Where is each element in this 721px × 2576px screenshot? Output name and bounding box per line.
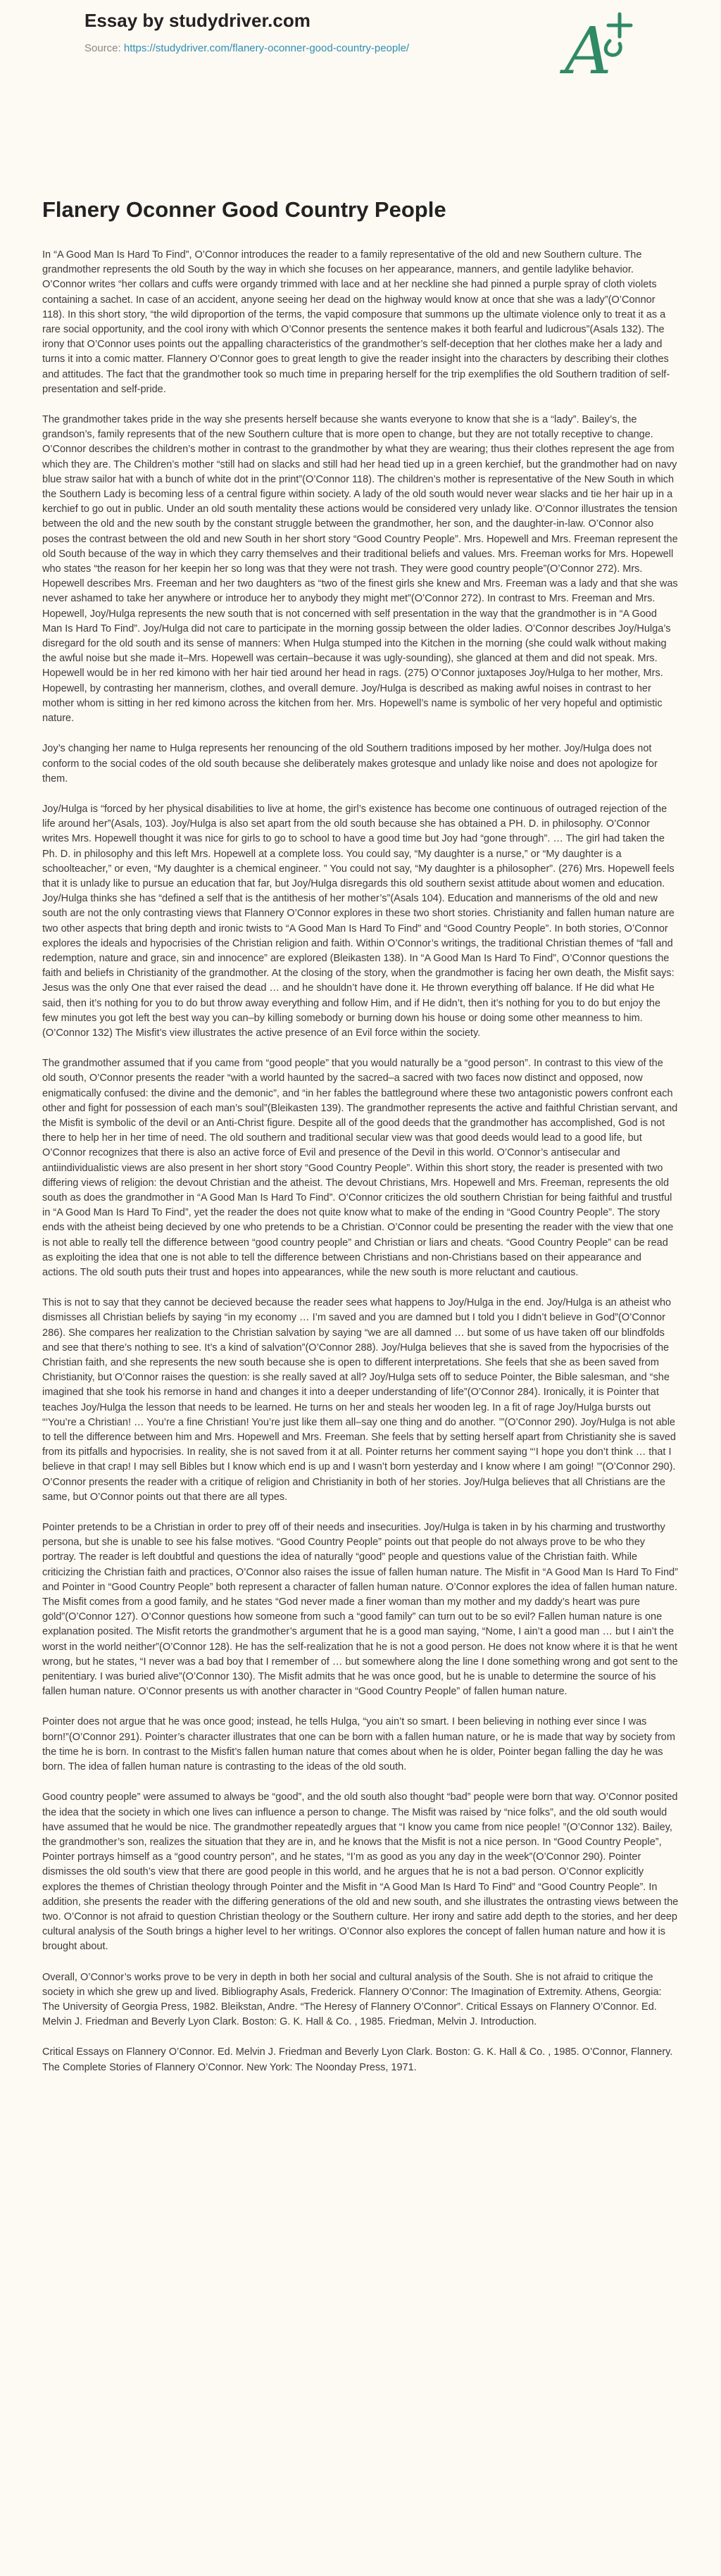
source-label: Source: xyxy=(84,42,121,54)
a-plus-logo-icon xyxy=(555,7,639,92)
paragraph: In “A Good Man Is Hard To Find”, O’Connor introduces the reader to a family representative of the old and new Southern culture. The grandmother represents the old South by the way in which she focuses on her appearance, manners, and gentile ladylike behavior. O’Connor writes “her collars and cuffs were organdy trimmed with lace and at her neckline she had pinned a purple spray of cloth violets containing a sachet. In case of an accident, anyone seeing her dead on the highway would know at once that she was a lady”(O’Connor 118). In this short story, “the wild diproportion of the terms, the vapid composure that summons up the ultimate violence only to treat it as a rare social opportunity, and the cool irony with which O’Connor presents the sentence makes it both fearful and ludicrous”(Asals 132). The irony that O’Connor uses points out the appalling characteristics of the grandmother’s self-deception that her clothes make her a lady and turns it into a comic matter. Flannery O’Connor goes to great length to give the reader insight into the characters by describing their clothes and attitudes. The fact that the grandmother took so much time in preparing herself for the trip exemplifies the old Southern tradition of self-presentation and self-pride. xyxy=(42,249,670,395)
essay-title: Flanery Oconner Good Country People xyxy=(42,197,446,222)
paragraph: The grandmother assumed that if you came from “good people” that you would naturally be a “good person”. In contrast to this view of the old south, O’Connor presents the reader “with a world haunted by the sacred–a sacred with two faces now distinct and opposed, now enigmatically confused: the divine and the demonic”, and “in her fables the battleground where these two antagonistic powers confront each other and fight for possession of each man’s soul”(Bleikasten 139). The grandmother represents the active and faithful Christian servant, and the Misfit is symbolic of the devil or an Anti-Christ figure. Despite all of the good deeds that the grandmother has accomplished, God is not there to help her in her time of need. The old southern and traditional secular view was that good deeds would lead to a good life, but O’Connor recognizes that there is also an active force of Evil and presence of the Devil in this world. O’Connor’s antisecular and antiindividualistic views are also present in her short story “Good Country People”. Within this short story, the reader is presented with two differing views of religion: the devout Christian and the atheist. The devout Christians, Mrs. Hopewell and Mrs. Freeman, represents the old south as does the grandmother in “A Good Man Is Hard To Find”. O’Connor criticizes the old southern Christian for being faithful and trustful in “A Good Man Is Hard To Find”, yet the reader the does not quite know what to make of the ending in “Good Country People”. The story ends with the atheist being decieved by one who pretends to be a Christian. O’Connor could be presenting the reader with the view that one is not able to really tell the difference between “good country people” and Christian or liars and cheats. “Good Country People” can be read as exploiting the idea that one is not able to tell the difference between Christians and non-Christians based on their appearance and actions. The old south puts their trust and hopes into appearances, while the new south is more reluctant and cautious. xyxy=(42,1058,678,1278)
paragraph: This is not to say that they cannot be decieved because the reader sees what happens to Joy/Hulga in the end. Joy/Hulga is an atheist who dismisses all Christian beliefs by saying “in my economy … I’m saved and you are damned but I told you I didn’t believe in God”(O’Connor 286). She compares her realization to the Christian salvation by saying “we are all damned … but some of us have taken off our blindfolds and see that there’s nothing to see. It’s a kind of salvation”(O’Connor 288). Joy/Hulga believes that she is saved from the hypocrisies of the Christian faith, and she represents the new south because she is open to different interpretations. She feels that she as been saved from Christianity, but O’Connor raises the question: is she really saved at all? Joy/Hulga sets off to seduce Pointer, the Bible salesman, and “she imagined that she took his remorse in hand and changes it into a deeper understanding of life”(O’Connor 284). Ironically, it is Pointer that teaches Joy/Hulga the lesson that needs to be learned. He turns on her and steals her wooden leg. In a fit of rage Joy/Hulga bursts out “‘You’re a Christian! … You’re a fine Christian! You’re just like them all–say one thing and do another. ’”(O’Connor 290). Joy/Hulga is not able to tell the difference between him and Mrs. Hopewell and Mrs. Freeman. She feels that by setting herself apart from Christianity she is saved from its pitfalls and hypocrisies. In reality, she is not saved from it at all. Pointer returns her comment saying “‘I hope you don’t think … that I believe in that crap! I may sell Bibles but I know which end is up and I wasn’t born yesterday and I know where I am going! ’”(O’Connor 290). O’Connor presents the reader with a critique of religion and Christianity in both of her stories. Joy/Hulga believes that all Christians are the same, but O’Connor points out that there are all types. xyxy=(42,1297,676,1503)
paragraph: Joy/Hulga is “forced by her physical disabilities to live at home, the girl’s existence has become one continuous of outraged rejection of the life around her”(Asals, 103). Joy/Hulga is also set apart from the old south because she has obtained a PH. D. in philosophy. O’Connor writes Mrs. Hopewell thought it was nice for girls to go to school to have a good time but Joy had “gone through”. … The girl had taken the Ph. D. in philosophy and this left Mrs. Hopewell at a complete loss. You could say, “My daughter is a nurse,” or “My daughter is a schoolteacher,” or even, “My daughter is a chemical engineer. ” You could not say, “My daughter is a philosopher”. (276) Mrs. Hopewell feels that it is unlady like to pursue an education that far, but Joy/Hulga disregards this old southern sexist attitude about women and education. Joy/Hulga thinks she has “defined a self that is the antithesis of her mother’s”(Asals 104). Education and mannerisms of the old and new south are not the only contrasting views that Flannery O’Connor explores in these two short stories. Christianity and fallen human nature are two other aspects that bring depth and ironic twists to “A Good Man Is Hard To Find” and “Good Country People”. In both stories, O’Connor explores the ideals and hypocrisies of the Christian religion and faith. Within O’Connor’s writings, the traditional Christian themes of “fall and redemption, nature and grace, sin and innocence” are explored (Bleikasten 138). In “A Good Man Is Hard To Find”, O’Connor questions the faith and beliefs in Christianity of the grandmother. At the closing of the story, when the grandmother is facing her own death, the Misfit says: Jesus was the only One that ever raised the dead … and he shouldn’t have done it. He thrown everything off balance. If He did what He said, then it’s nothing for you to do but throw away everything and follow Him, and if He didn’t, then it’s nothing for you to do but enjoy the few minutes you got left the best way you can–by killing somebody or burning down his house or doing some other meanness to him. (O’Connor 132) The Misfit’s view illustrates the active presence of an Evil force within the society. xyxy=(42,803,675,1039)
paragraph: Pointer does not argue that he was once good; instead, he tells Hulga, “you ain’t so smart. I been believing in nothing ever since I was born!”(O’Connor 291). Pointer’s character illustrates that one can be born with a fallen human nature, or he is made that way by society from the time he is born. In contrast to the Misfit’s fallen human nature that comes about when he is older, Pointer began falling the day he was born. The idea of fallen human nature is contrasting to the ideas of the old south. xyxy=(42,1716,675,1773)
paragraph-list xyxy=(42,248,679,2030)
paragraph: The grandmother takes pride in the way she presents herself because she wants everyone to know that she is a “lady”. Bailey’s, the grandson’s, family represents that of the new Southern culture that is more open to change, but they are not totally receptive to change. O’Connor describes the children’s mother in contrast to the grandmother by what they are wearing; thus their clothes represent the age from which they are. The Children’s mother “still had on slacks and still had her head tied up in a green kerchief, but the grandmother had on navy blue straw sailor hat with a bunch of white dot in the print”(O’Connor 118). The children’s mother is representative of the New South in which the Southern Lady is becoming less of a central figure within society. A lady of the old south would never wear slacks and tie her hair up in a kerchief to go out in public. Under an old south mentality these actions would be considered very unlady like. O’Connor illustrates the tension between the old and the new south by the constant struggle between the grandmother, her son, and the daughter-in-law. O’Connor also poses the contrast between the old and new South in her short story “Good Country People”. Mrs. Hopewell and Mrs. Freeman represent the old South because of the way in which they carry themselves and their traditional beliefs and values. Mrs. Freeman works for Mrs. Hopewell who states “the reason for her keepin her so long was that they were not trash. They were good country people”(O’Connor 272). Mrs. Hopewell describes Mrs. Freeman and her two daughters as “two of the finest girls she knew and Mrs. Freeman was a lady and that she was never ashamed to take her anywhere or introduce her to anybody they might met”(O’Connor 272). In contrast to Mrs. Freeman and Mrs. Hopewell, Joy/Hulga represents the new south that is not concerned with self presentation in the way that the grandmother is in “A Good Man Is Hard To Find”. Joy/Hulga did not care to participate in the morning gossip between the older ladies. O’Connor describes Joy/Hulga’s disregard for the old south and its sense of manners: When Hulga stumped into the Kitchen in the morning (she could walk without making the awful noise but she made it–Mrs. Hopewell was certain–because it was ugly-sounding), she glanced at them and did not speak. Mrs. Hopewell would be in her red kimono with her hair tied around her head in rags. (275) O’Connor juxtaposes Joy/Hulga to her mother, Mrs. Hopewell, by contrasting her mannerism, clothes, and overall demure. Joy/Hulga is described as making awful noises in contrast to her mother whom is sitting in her red kimono across the kitchen from her. Mrs. Hopewell’s name is symbolic of her very hopeful and optimistic nature. xyxy=(42,414,678,725)
header xyxy=(42,0,679,106)
svg-text:A: A xyxy=(565,13,612,89)
source-line xyxy=(84,42,409,54)
paragraph: Overall, O’Connor’s works prove to be very in depth in both her social and cultural analysis of the South. She is not afraid to critique the society in which she grew up and lived. Bibliography Asals, Frederick. Flannery O’Connor: The Imagination of Extremity. Athens, Georgia: The University of Georgia Press, 1982. Bleikstan, Andre. “The Heresy of Flannery O’Connor”. Critical Essays on Flannery O’Connor. Ed. Melvin J. Friedman and Beverly Lyon Clark. Boston: G. K. Hall & Co. , 1985. Friedman, Melvin J. Introduction. xyxy=(42,1971,662,2028)
paragraph: Pointer pretends to be a Christian in order to prey off of their needs and insecurities. Joy/Hulga is taken in by his charming and trustworthy persona, but she is unable to see his false motives. “Good Country People” points out that people do not always prove to be who they portray. The reader is left doubtful and questions the idea of naturally “good” people and questions value of the Christian faith. While criticizing the Christian faith and practices, O’Connor also raises the issue of fallen human nature. The Misfit in “A Good Man Is Hard To Find” and Pointer in “Good Country People” both represent a character of fallen human nature. O’Connor explores the idea of fallen human nature. The Misfit comes from a good family, and he states “God never made a finer woman than my mother and my daddy’s heart was pure gold”(O’Connor 127). O’Connor questions how someone from such a “good family” can turn out to be so evil? Fallen human nature is one explanation posited. The Misfit retorts the grandmother’s argument that he is a good man saying, “Nome, I ain’t a good man … but I ain’t the worst in the world neither”(O’Connor 128). He has the self-realization that he is not a good person. He does not know where it is that he went wrong, but he states, “I never was a bad boy that I remember of … but somewhere along the line I done something wrong and got sent to the penitentiary. I was buried alive”(O’Connor 130). The Misfit admits that he was once good, but he is unable to determine the source of his fallen human nature. O’Connor presents us with another character in “Good Country People” of fallen human nature. xyxy=(42,1522,678,1698)
site-title: Essay by studydriver.com xyxy=(84,10,311,31)
paragraph: Joy’s changing her name to Hulga represents her renouncing of the old Southern traditions imposed by her mother. Joy/Hulga does not conform to the social codes of the old south because she deliberately makes grotesque and unlady like noise and does not apologize for them. xyxy=(42,743,658,784)
paragraph: Good country people” were assumed to always be “good”, and the old south also thought “bad” people were born that way. O’Connor posited the idea that the society in which one lives can influence a person to change. The Misfit was raised by “nice folks”, and the old south would have assumed that he would be nice. The grandmother repeatedly argues that “I know you came from nice people! ”(O’Connor 132). Bailey, the grandmother’s son, realizes the situation that they are in, and he knows that the Misfit is not a nice person. In “Good Country People”, Pointer portrays himself as a “good country person”, and he states, “I’m as good as you any day in the week”(O’Connor 290). Pointer dismisses the old south’s view that there are good people in this world, and he argues that he is not a bad person. O’Connor explicitly explores the themes of Christian theology through Pointer and the Misfit in “A Good Man Is Hard To Find” and “Good Country People”. In addition, she presents the reader with the differing generations of the old and new south, and she illustrates the ontrasting views between the two. O’Connor is not afraid to question Christian theology or the Southern culture. Her irony and satire add depth to the stories, and her deep cultural analysis of the South brings a higher level to her writings. O’Connor also explores the concept of fallen human nature and how it is brought about. xyxy=(42,1792,679,1953)
bibliography: Critical Essays on Flannery O’Connor. Ed. Melvin J. Friedman and Beverly Lyon Clark. Boston: G. K. Hall & Co. , 1985. O’Connor, Flannery. The Complete Stories of Flannery O’Connor. New York: The Noonday Press, 1971. xyxy=(42,2046,673,2073)
source-link[interactable]: https://studydriver.com/flanery-oconner-good-country-people/ xyxy=(123,42,410,54)
essay-body xyxy=(42,197,679,2075)
